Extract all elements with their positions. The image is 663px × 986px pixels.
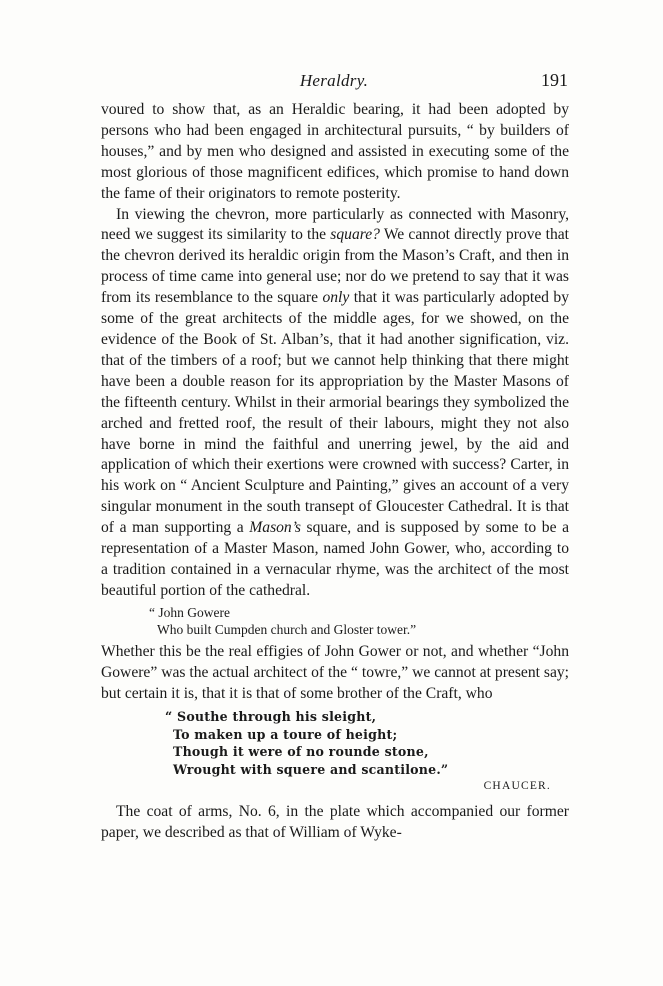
paragraph-2-part-a: In viewing the chevron, more particularly as connected with Masonry, need we suggest its similarity to the <box>101 205 569 244</box>
paragraph-1: voured to show that, as an Heraldic bearing, it had been adopted by persons who had been engaged in architectural pursuits, “ by builders of houses,” and by men who designed and assisted in executing some of the most glorious of those magnificent edifices, which promise to hand down the fame of their originators to remote posterity. <box>101 101 569 202</box>
emphasis-masons: Mason’s <box>249 519 301 537</box>
verse-line: “ John Gowere <box>149 604 230 620</box>
page-header <box>100 71 568 95</box>
verse-line: Though it were of no rounde stone, <box>173 744 429 760</box>
gowere-verse <box>101 604 569 639</box>
verse-line: Who built Cumpden church and Gloster tower.” <box>157 622 417 638</box>
paragraph-2-part-c: that it was particularly adopted by some of the great architects of the middle ages, for we showed, on the evidence of the Book of St. Alban’s, that it had another signification, viz. that of the timbers of a roof; but we cannot help thinking that there might have been a double reason for its appropriation by the Master Masons of the fifteenth century. Whilst in their armorial bearings they symbolized the arched and fretted roof, the result of their labours, might they not also have borne in mind the faithful and unerring jewel, by the aid and application of which their exertions were crowned with success? Carter, in his work on “ Ancient Sculpture and Painting,” gives an account of a very singular monument in the south transept of Gloucester Cathedral. It is that of a man supporting a <box>101 289 569 537</box>
verse-line: “ Southe through his sleight, <box>165 709 377 725</box>
verse-line: Wrought with squere and scantilone.” <box>173 761 449 777</box>
emphasis-only: only <box>322 289 350 307</box>
paragraph-2 <box>101 205 569 602</box>
paragraph-2-part-b: We cannot directly prove that the chevron derived its heraldic origin from the Mason’s Craft, and then in process of time came into general use; nor do we pretend to say that it was from its resemblance to the square <box>101 226 569 307</box>
paragraph-3: Whether this be the real effigies of John Gower or not, and whether “John Gowere” was the actual architect of the “ towre,” we cannot at present say; but certain it is, that it is that of some brother of the Craft, who <box>101 642 569 702</box>
emphasis-square: square? <box>330 226 380 244</box>
paragraph-4: The coat of arms, No. 6, in the plate which accompanied our former paper, we described as that of William of Wyke- <box>101 803 569 842</box>
page-number: 191 <box>541 70 568 90</box>
chaucer-verse <box>101 708 569 778</box>
verse-attribution: CHAUCER. <box>483 780 551 793</box>
body-text <box>101 100 569 844</box>
verse-line: To maken up a toure of height; <box>173 726 398 742</box>
paragraph-2-part-d: square, and is supposed by some to be a representation of a Master Mason, named John Gower, who, according to a tradition contained in a vernacular rhyme, was the architect of the most beautiful portion of the cathedral. <box>101 519 570 599</box>
running-title: Heraldry. <box>299 71 369 90</box>
